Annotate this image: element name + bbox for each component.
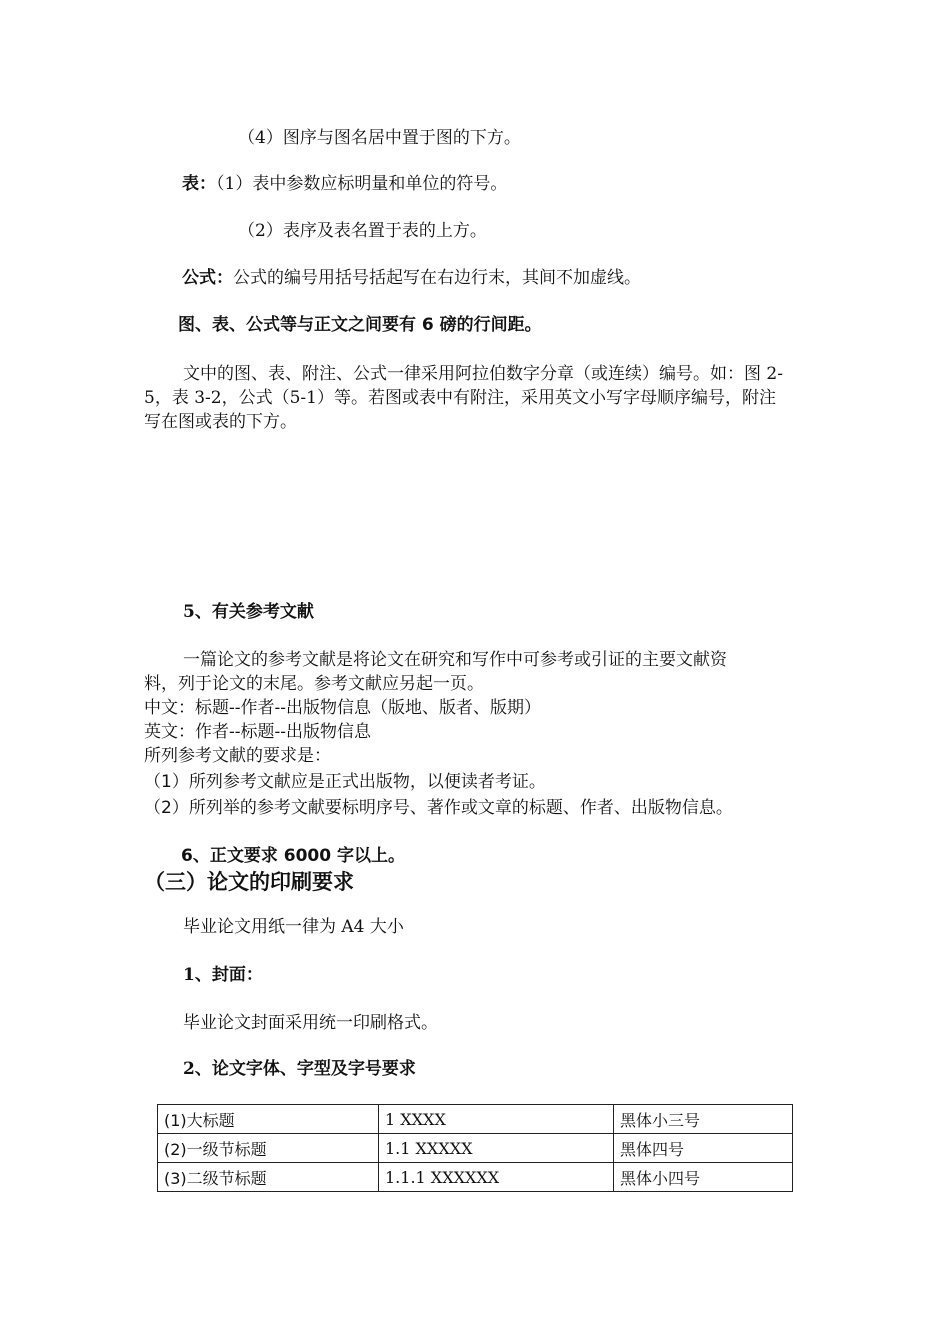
table-cell-font: 黑体小四号 xyxy=(614,1163,793,1192)
formula-line xyxy=(182,266,641,290)
numbering-para-line-2: 5，表 3-2，公式（5-1）等。若图或表中有附注，采用英文小写字母顺序编号，附注 xyxy=(144,388,776,408)
table-cell-font: 黑体小三号 xyxy=(614,1105,793,1134)
font-heading: 2、论文字体、字型及字号要求 xyxy=(183,1059,416,1079)
table-cell-font: 黑体四号 xyxy=(614,1134,793,1163)
cover-heading: 1、封面： xyxy=(183,965,263,985)
table-row xyxy=(158,1105,793,1134)
table-rules-line-1 xyxy=(182,172,507,196)
cover-text: 毕业论文封面采用统一印刷格式。 xyxy=(183,1013,438,1033)
table-row xyxy=(158,1163,793,1192)
table-cell-level: (3)二级节标题 xyxy=(158,1163,379,1192)
table-cell-level: (2)一级节标题 xyxy=(158,1134,379,1163)
references-req-2: （2）所列举的参考文献要标明序号、著作或文章的标题、作者、出版物信息。 xyxy=(144,798,733,818)
table-cell-level: (1)大标题 xyxy=(158,1105,379,1134)
references-heading: 5、有关参考文献 xyxy=(183,602,314,622)
table-rules-label: 表： xyxy=(182,174,216,194)
table-cell-example: 1.1 XXXXX xyxy=(379,1134,614,1163)
references-requirements-label: 所列参考文献的要求是： xyxy=(144,746,331,766)
references-chinese: 中文：标题--作者--出版物信息（版地、版者、版期） xyxy=(144,698,541,718)
references-intro-line-1: 一篇论文的参考文献是将论文在研究和写作中可参考或引证的主要文献资 xyxy=(183,650,727,670)
figure-rule-4: （4）图序与图名居中置于图的下方。 xyxy=(238,128,521,148)
body-requirement: 6、正文要求 6000 字以上。 xyxy=(181,846,405,866)
numbering-para-line-3: 写在图或表的下方。 xyxy=(144,412,297,432)
formula-label: 公式： xyxy=(182,268,233,288)
spacing-rule: 图、表、公式等与正文之间要有 6 磅的行间距。 xyxy=(178,315,542,335)
references-english: 英文：作者--标题--出版物信息 xyxy=(144,722,371,742)
table-cell-example: 1.1.1 XXXXXX xyxy=(379,1163,614,1192)
references-intro-line-2: 料，列于论文的末尾。参考文献应另起一页。 xyxy=(144,674,484,694)
printing-paper: 毕业论文用纸一律为 A4 大小 xyxy=(183,917,404,937)
table-cell-example: 1 XXXX xyxy=(379,1105,614,1134)
font-requirements-table xyxy=(157,1104,793,1192)
references-req-1: （1）所列参考文献应是正式出版物，以便读者考证。 xyxy=(144,772,546,792)
table-rule-1: （1）表中参数应标明量和单位的符号。 xyxy=(216,174,508,194)
table-row xyxy=(158,1134,793,1163)
formula-text: 公式的编号用括号括起写在右边行末，其间不加虚线。 xyxy=(233,268,641,288)
printing-heading: （三）论文的印刷要求 xyxy=(144,870,354,894)
table-rule-2: （2）表序及表名置于表的上方。 xyxy=(238,221,487,241)
numbering-para-line-1: 文中的图、表、附注、公式一律采用阿拉伯数字分章（或连续）编号。如：图 2- xyxy=(183,364,783,384)
